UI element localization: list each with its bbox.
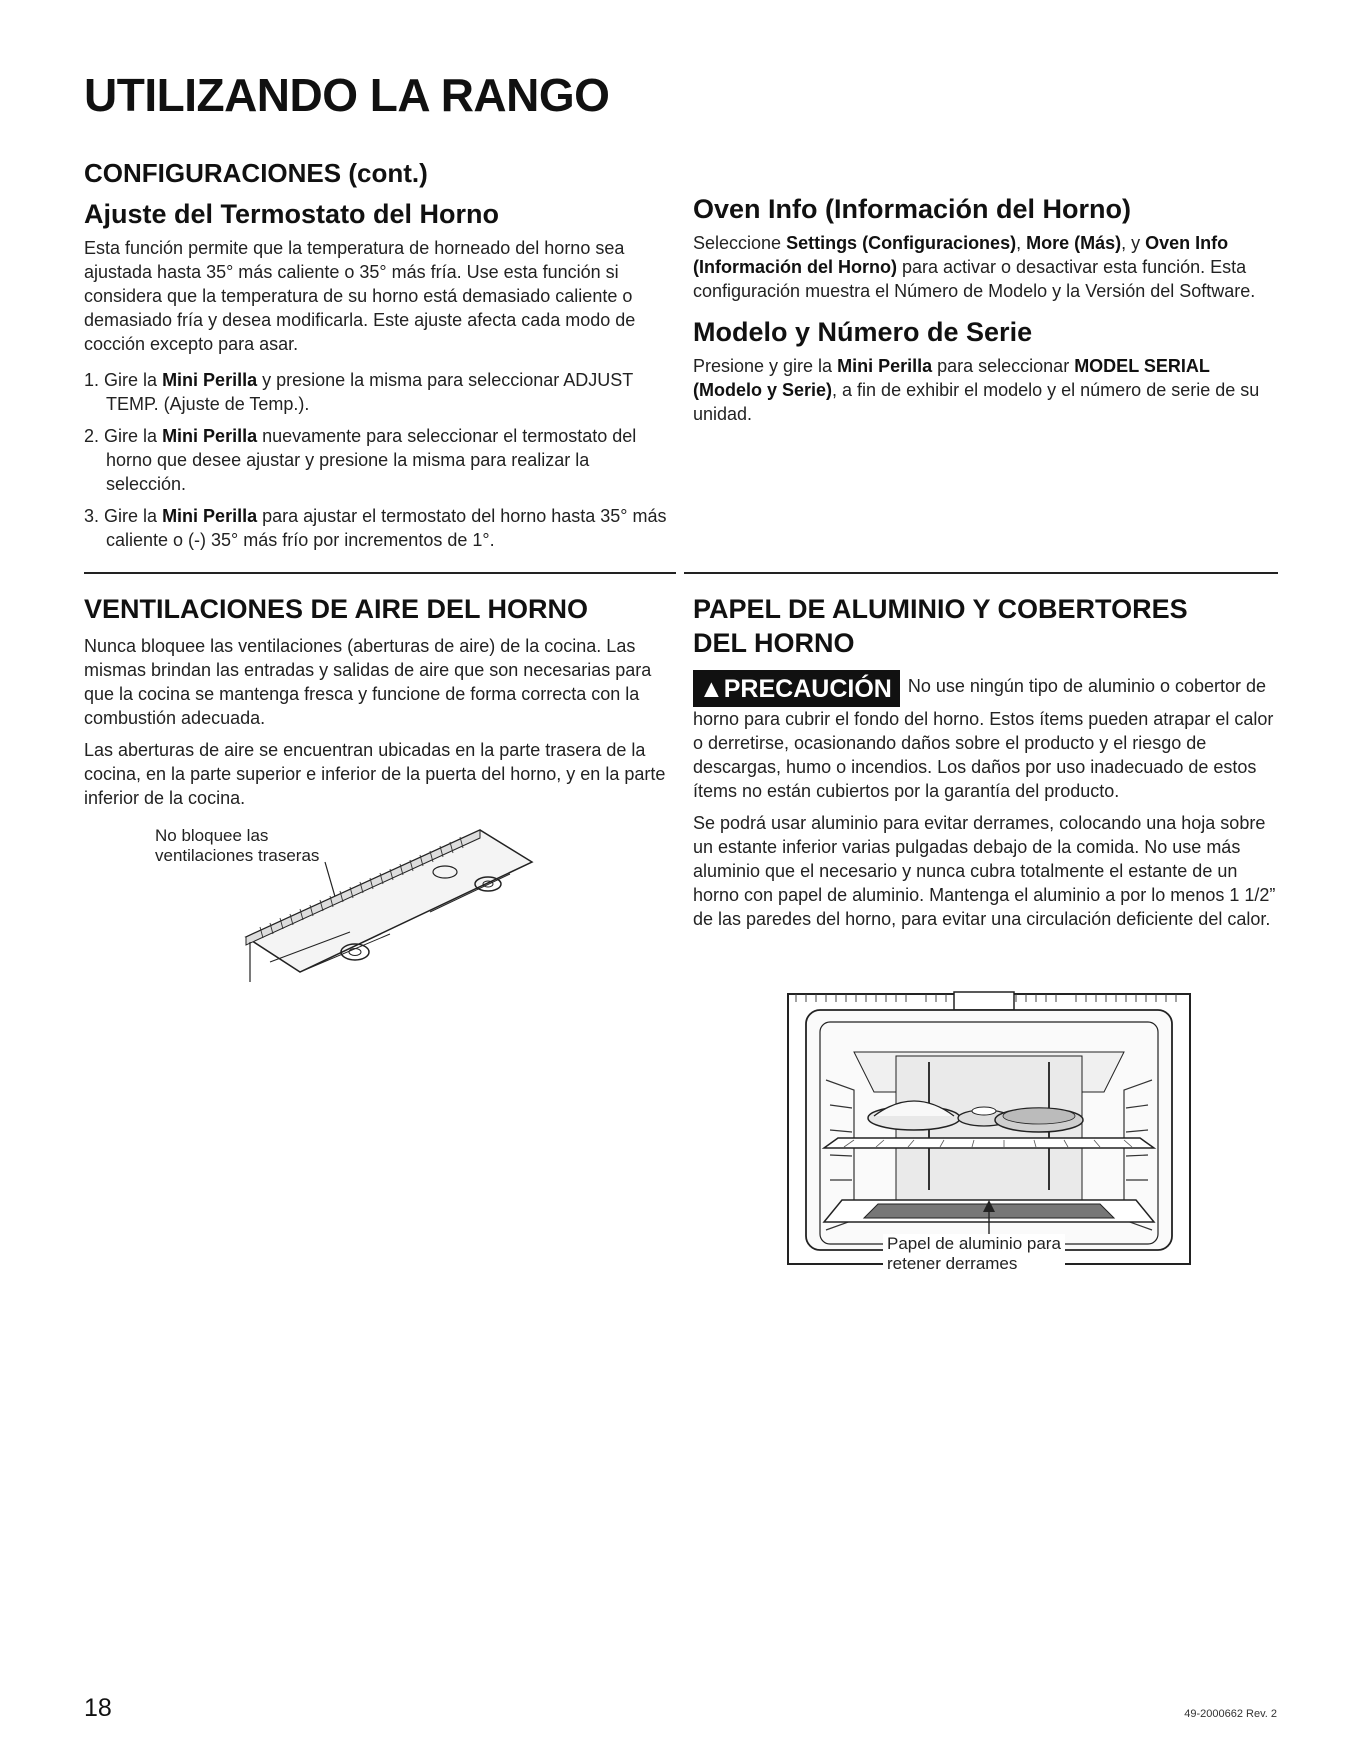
step-item: 1. Gire la Mini Perilla y presione la misma para seleccionar ADJUST TEMP. (Ajuste de Temp.). [84, 370, 633, 414]
warning-triangle-icon: ▲ [699, 675, 724, 703]
oven-interior-illustration [784, 990, 1194, 1270]
oven-info-section [693, 194, 1278, 426]
vents-callout: No bloquee las ventilaciones traseras [155, 826, 320, 865]
range-cooktop-illustration [240, 812, 540, 987]
divider-right [684, 572, 1278, 574]
divider-left [84, 572, 676, 574]
oven-info-text: Seleccione Settings (Configuraciones), More (Más), y Oven Info (Información del Horno) para activar o desactivar esta función. Esta configuración muestra el Número de Modelo y la Versión del Software. [693, 233, 1256, 301]
thermostat-steps [84, 368, 674, 552]
vents-heading: VENTILACIONES DE AIRE DEL HORNO [84, 594, 589, 624]
step-item: 3. Gire la Mini Perilla para ajustar el termostato del horno hasta 35° más caliente o (-) 35° más frío por incrementos de 1°. [84, 506, 667, 550]
caution-badge: ▲PRECAUCIÓN [693, 670, 900, 707]
thermostat-section [84, 158, 674, 560]
document-code: 49-2000662 Rev. 2 [1184, 1708, 1277, 1720]
foil-callout: Papel de aluminio para retener derrames [883, 1234, 1065, 1274]
vents-paragraph-1: Nunca bloquee las ventilaciones (aberturas de aire) de la cocina. Las mismas brindan las entradas y salidas de aire que son necesarias para que la cocina se mantenga fresca y funcione de forma correcta con la combustión adecuada. [84, 636, 652, 728]
page-title: UTILIZANDO LA RANGO [84, 69, 610, 121]
oven-info-heading: Oven Info (Información del Horno) [693, 194, 1131, 224]
caution-paragraph: ▲PRECAUCIÓN No use ningún tipo de aluminio o cobertor de horno para cubrir el fondo del horno. Estos ítems pueden atrapar el calor o derretirse, ocasionando daños sobre el producto y el riesgo de descargas, humo o incendios. Los daños por uso inadecuado de estos ítems no están cubiertos por la garantía del producto. [693, 674, 1278, 803]
thermostat-intro: Esta función permite que la temperatura de horneado del horno sea ajustada hasta 35° más caliente o 35° más fría. Use esta función si considera que la temperatura de su horno está demasiado caliente o demasiado fría y desea modificarla. Este ajuste afecta cada modo de cocción excepto para asar. [84, 238, 636, 354]
section-subtitle: CONFIGURACIONES (cont.) [84, 158, 428, 188]
page-number: 18 [84, 1694, 112, 1722]
step-item: 2. Gire la Mini Perilla nuevamente para seleccionar el termostato del horno que desee ajustar y presione la misma para realizar la selección. [84, 426, 637, 494]
thermostat-heading: Ajuste del Termostato del Horno [84, 199, 500, 229]
vents-section [84, 592, 674, 810]
model-serial-heading: Modelo y Número de Serie [693, 317, 1033, 347]
model-serial-text: Presione y gire la Mini Perilla para seleccionar MODEL SERIAL (Modelo y Serie), a fin de exhibir el modelo y el número de serie de su unidad. [693, 356, 1260, 424]
foil-heading: PAPEL DE ALUMINIO Y COBERTORES DEL HORNO [693, 594, 1188, 658]
foil-section [693, 592, 1278, 931]
vents-paragraph-2: Las aberturas de aire se encuentran ubicadas en la parte trasera de la cocina, en la parte superior e inferior de la puerta del horno, y en la parte inferior de la cocina. [84, 740, 666, 808]
foil-paragraph-2: Se podrá usar aluminio para evitar derrames, colocando una hoja sobre un estante inferior varias pulgadas debajo de la comida. No use más aluminio que el necesario y nunca cubra totalmente el estante de un horno con papel de aluminio. Mantenga el aluminio a por lo menos 1 1/2” de las paredes del horno, para evitar una circulación deficiente del calor. [693, 813, 1276, 929]
